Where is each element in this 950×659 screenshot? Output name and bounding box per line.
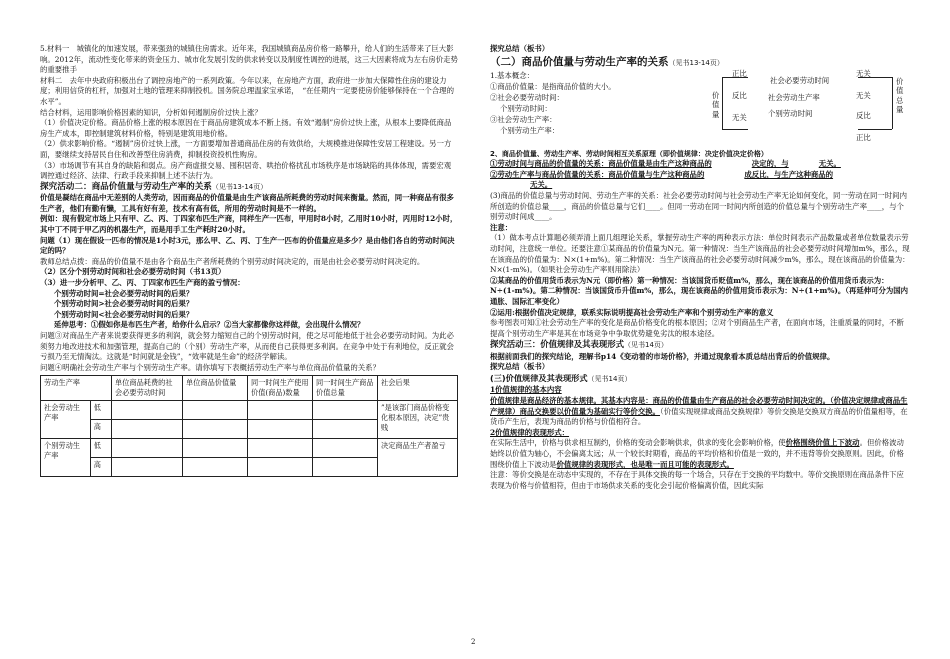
inquiry-3-body: 根据前面我们的探究结论，理解书p14《变动着的市场价格》，并通过现象看本质总结出背后的价值规律。 <box>490 351 835 361</box>
relation-2-end: 无关。 <box>530 180 553 190</box>
relation-wuguan: 无关 <box>732 112 747 122</box>
question: 结合材料，运用影响价格因素的知识，分析如何遏制房价过快上涨？ <box>40 107 262 117</box>
section-3-ref: （见书14页） <box>587 374 632 383</box>
inquiry-2-title: 探究活动二：商品价值量与劳动生产率的关系 <box>40 181 212 192</box>
question-2: （2）区分个别劳动时间和社会必要劳动时间（书13页） <box>40 267 226 277</box>
indiv-time-label: 个别劳动时间 <box>768 108 813 118</box>
note-3: ②运用:根据价值决定规律，联系实际说明提高社会劳动生产率和个别劳动生产率的意义 <box>490 307 774 317</box>
left-column <box>40 44 458 477</box>
result-cell: ”是该部门商品价格变化根本原因，决定”贵贱 <box>378 401 458 439</box>
table-row <box>41 401 458 420</box>
concept-2a: ②社会必要劳动时间： <box>490 92 564 102</box>
question-table: 问题④明确社会劳动生产率与个别劳动生产率。请你填写下表概括劳动生产率与单位商品价值量的关系？ <box>40 362 380 372</box>
table-cell[interactable] <box>248 439 313 458</box>
table-cell[interactable] <box>313 458 378 477</box>
inquiry-3-title: 探究活动三：价值规律及其表现形式 <box>490 339 624 350</box>
form-text-a: 在实际生活中，价格与供求相互制约，价格的变动会影响供求，供求的变化会影响价格，使 <box>490 438 786 448</box>
section-3-text-1 <box>490 396 910 428</box>
productivity-table <box>40 375 458 477</box>
section-3-title: (三)价值规律及其表现形式 <box>490 372 588 383</box>
note-1: （1）做本考点计算题必须弄清上面几组理论关系，掌握劳动生产率的两种表示方法：单位时间表示产品数量或者单位数量表示劳动时间，注意统一单位。还要注意①某商品的价值量为N元。第一种情况：当生产该商品的社会必要劳动时间增加m%，那么，现在该商品的价值量为：N×(1+m%)。第二种情况：当生产该商品的社会必要劳动时间减少m%，那么，现在该商品的价值量为：N×(1-m%)。（如果社会劳动生产率则用除法） <box>490 233 910 275</box>
law-content: （价值实现规律或商品交换规律）等价交换是交换双方商品的价值量相等，在货币产生后，表现为商品的价格与价值相符合。 <box>490 406 908 427</box>
section-3-item-1: 1价值规律的基本内容 <box>490 385 562 395</box>
table-cell[interactable] <box>248 420 313 439</box>
bracket-left <box>722 77 723 129</box>
relation-3-d: ，与个别劳动时间成 <box>490 201 904 222</box>
table-cell[interactable] <box>112 439 183 458</box>
inquiry-3-ref: （见书14页） <box>624 341 668 350</box>
inquiry-2-ref: （见书13-14页） <box>211 182 268 191</box>
relation-3-c: 。但同一劳动在同一时间内所创造的价值总量与个别劳动生产率 <box>660 201 867 211</box>
table-header: 同一时间生产商品价值总量 <box>313 376 378 401</box>
material-2: 材料二 去年中央政府积极出台了调控房地产的一系列政策。今年以来，在房地产方面，政府进一步加大保障性住房的建设力度；利用信贷的杠杆，加强对土地的管理来抑制投机。国务院总理温家宝承诺， “在任期内一定要使房价能够保持在一个合理的水平”。 <box>40 75 454 106</box>
table-cell[interactable] <box>183 439 248 458</box>
relation-2-text: ②劳动生产率与商品价值量的关系：商品价值量与生产这种商品的 <box>490 169 705 179</box>
bracket-line <box>722 129 748 130</box>
section-2-heading <box>490 55 910 71</box>
form-text-c: 。但价格波动始终以价值为轴心，不会偏离太远；从一个较长时期看，商品的平均价格和价值是一致的，并不违背等价交换原则。因此，价格围绕价值上下波动是 <box>490 438 904 469</box>
relation-principle: 2、商品价值量、劳动生产率、劳动时间相互关系原理（即价值规律：决定价值决定价格） <box>490 149 768 158</box>
extend-thinking: 延伸思考：①假如你是布匹生产者，给你什么启示？②当大家都像你这样做，会出现什么情况？ <box>54 320 365 330</box>
table-cell[interactable] <box>313 420 378 439</box>
answer-1: （1）价值决定价格。商品价格上涨的根本原因在于商品房建筑成本不断上扬。有效“遏制”房价过快上涨，从根本上要降低商品房生产成本，即控制建筑材料价格，特别是建筑用地价格。 <box>40 118 452 138</box>
table-cell[interactable] <box>248 458 313 477</box>
relation-1-end: 无关。 <box>818 159 841 169</box>
question-3a: 个别劳动时间=社会必要劳动时间的后果？ <box>54 288 194 298</box>
table-cell[interactable] <box>112 458 183 477</box>
answer-2: （2）供求影响价格。“遏制”房价过快上涨，一方面要增加普通商品住房的有效供给，大规模推进保障性安居工程建设。另一方面，要继续支持居民自住和改善型住房消费，抑制投资投机性购房。 <box>40 139 452 159</box>
bracket-line <box>858 129 892 130</box>
note-title: 注意： <box>490 222 513 232</box>
section-3-heading <box>490 373 910 386</box>
level-cell: 低 <box>90 401 111 420</box>
concept-3b: 个别劳动生产率： <box>500 125 560 135</box>
right-column <box>490 44 910 491</box>
concept-1: ①商品价值量：是指商品价值的大小。 <box>490 81 616 91</box>
table-cell[interactable] <box>313 401 378 420</box>
note-2: ②某商品的价值用货币表示为N元（即价格）第一种情况：当该国货币贬值m%，那么，现在该商品的价值用货币表示为：N÷(1-m%)。第二种情况：当该国货币升值m%，那么，现在该商品的价值用货币表示为：N÷(1+m%)。（再延伸可分为国内通胀、国际汇率变化） <box>490 275 909 306</box>
social-time-label: 社会必要劳动时间 <box>770 75 830 85</box>
value-total-label: 价值总量 <box>896 76 904 115</box>
relation-3-b: ，商品的价值总量与它们 <box>563 201 646 211</box>
material-5: 5.材料一 城镇化的加速发展，带来强劲的城镇住房需求。近年来，我国城镇商品房价格一路攀升，给人们的生活带来了巨大影响。2012年，流动性变化带来的资金压力、城市化发展引发的供求转变以及制度性调控的进展，这三大因素将成为左右房价走势的重要推手 <box>40 44 458 75</box>
relation-wuguan: 无关 <box>856 90 871 100</box>
row-label: 社会劳动生产率 <box>41 401 91 439</box>
form-text-d: 价值规律的表现形式，也是唯一而且可能的表现形式。 <box>556 459 734 469</box>
table-cell[interactable] <box>112 401 183 420</box>
question-1: 问题（1）现在假设一匹布的情况是1小时3元，那么甲、乙、丙、丁生产一匹布的价值量应是多少？是由他们各自的劳动时间决定的吗？ <box>40 235 455 256</box>
example: 例如：现有假定市场上只有甲、乙、丙、丁四家布匹生产商，同样生产一匹布，甲用时8小时，乙用时10小时，丙用时12小时，其中丁不同于甲乙丙的机器生产，而是用手工生产耗时20小时。 <box>40 214 458 234</box>
relation-wuguan: 无关 <box>856 68 871 78</box>
question-summary: 问题③对商品生产者来说要获得更多的利润，就会努力缩短自己的个别劳动时间，使之尽可能地低于社会必要劳动时间。为此必须努力地改进技术和加强管理，提高自己的（个别）劳动生产率，从而使自己获得更多利润。在竞争中处于有利地位，反正就会亏损乃至无情淘汰。这就是“时间就是金钱”，“效率就是生命”的经济学解读。 <box>40 330 454 362</box>
inquiry-2-heading <box>40 182 458 194</box>
result-cell: 决定商品生产者盈亏 <box>378 439 458 477</box>
table-header: 单位商品价值量 <box>183 376 248 401</box>
question-3: （3）进一步分析甲、乙、丙、丁四家布匹生产商的盈亏情况： <box>40 277 245 287</box>
form-text-b: 价格围绕价值上下波动 <box>785 438 860 448</box>
concept-2b: 个别劳动时间： <box>500 103 552 113</box>
question-3b: 个别劳动时间>社会必要劳动时间的后果？ <box>54 299 194 309</box>
table-header: 劳动生产率 <box>41 376 112 401</box>
social-prod-label: 社会劳动生产率 <box>768 92 820 102</box>
row-label: 个别劳动生产率 <box>41 439 91 477</box>
table-cell[interactable] <box>248 401 313 420</box>
section-3-item-2: 2价值规律的表现形式： <box>490 427 570 437</box>
table-cell[interactable] <box>183 401 248 420</box>
table-header: 同一时间生产使用价值(商品)数量 <box>248 376 313 401</box>
relation-3-text: (3)商品的价值总量与劳动时间、劳动生产率的关系：社会必要劳动时间与社会劳动生产率无论如何变化，同一劳动在同一时间内所创造的价值总量 <box>490 190 907 211</box>
level-cell: 低 <box>90 439 111 458</box>
table-header-row <box>41 376 458 401</box>
bracket-right <box>892 77 893 129</box>
section-3-note: 注意：等价交换是在动态中实现的，不存在于具体交换的每一个场合，只存在于交换的平均数中。等价交换原则在商品条件下应表现为价格与价值相符，但由于市场供求关系的变化会引起价格偏离价值，因此实际 <box>490 470 904 490</box>
table-header: 社会后果 <box>378 376 458 401</box>
relation-3-e: 。 <box>549 212 557 222</box>
summary-title: 探究总结（板书） <box>490 44 550 53</box>
table-cell[interactable] <box>183 420 248 439</box>
table-cell[interactable] <box>313 439 378 458</box>
note-3b: 参考图表可知①社会劳动生产率的变化是商品价格变化的根本原因；②对个别商品生产者，在面向市场，注重质量的同时，不断提高个别劳动生产率是其在市场竞争中争取优势避免劣汰的根本途径。 <box>490 318 904 338</box>
teacher-tip: 教师总结点拨：商品的价值量不是由各个商品生产者所耗费的个别劳动时间决定的，而是由社会必要劳动时间决定的。 <box>40 256 425 266</box>
level-cell: 高 <box>90 458 111 477</box>
relation-1 <box>490 159 910 170</box>
question-3c: 个别劳动时间<社会必要劳动时间的后果？ <box>54 309 194 319</box>
section-3-text-2 <box>490 438 910 470</box>
relation-1-mid: 决定的，与 <box>751 159 789 169</box>
relation-2 <box>490 170 910 191</box>
summary-2-title: 探究总结（板书） <box>490 362 550 372</box>
level-cell: 高 <box>90 420 111 439</box>
table-row <box>41 439 458 458</box>
relation-zhengbi: 正比 <box>856 132 871 142</box>
section-2-ref: （见书13-14页） <box>668 58 724 67</box>
page-number: 2 <box>471 638 476 646</box>
value-amount-label: 价值量 <box>712 90 720 119</box>
inquiry-3-heading <box>490 339 910 352</box>
concept-3a: ③社会劳动生产率： <box>490 114 557 124</box>
relationship-diagram <box>490 68 910 149</box>
basic-concepts: 1.基本概念： <box>490 70 535 80</box>
relation-3: (3)商品的价值总量与劳动时间、劳动生产率的关系：社会必要劳动时间与社会劳动生产率无论如何变化，同一劳动在同一时间内所创造的价值总量____，商品的价值总量与它们____。但同一劳动在同一时间内所创造的价值总量与个别劳动生产率____，与个别劳动时间成____。 <box>490 190 907 222</box>
relation-2-mid: 成反比，与生产这种商品的 <box>744 169 834 179</box>
section-2-title: （二）商品价值量与劳动生产率的关系 <box>490 55 669 68</box>
bold-intro: 价值是凝结在商品中无差别的人类劳动，因而商品的价值量是由生产该商品所耗费的劳动时间来衡量。然而，同一种商品有很多生产者，他们有勤有懒，工具有好有差，技术有高有低，所用的劳动时间是不一样的。 <box>40 193 454 213</box>
relation-fanbi: 反比 <box>856 110 871 120</box>
table-cell[interactable] <box>183 458 248 477</box>
table-header: 单位商品耗费的社会必要劳动时间 <box>112 376 183 401</box>
answer-3: （3）市场调节有其自身的缺陷和弱点。房产商虚报交易、囤积居奇、哄抬价格扰乱市场秩序是市场缺陷的具体体现，需要宏观调控通过经济、法律、行政手段来抑制上述不法行为。 <box>40 160 452 181</box>
table-cell[interactable] <box>112 420 183 439</box>
relation-1-text: ①劳动时间与商品的价值量的关系：商品价值量是由生产这种商品的 <box>490 159 712 169</box>
law-content-bold: 价值规律是商品经济的基本规律。其基本内容是：商品的价值量由生产商品的社会必要劳动时间决定的。（价值决定规律或商品生产规律）商品交换要以价值量为基础实行等价交换。 <box>490 396 908 416</box>
relation-fanbi: 反比 <box>732 90 747 100</box>
relation-zhengbi: 正比 <box>732 68 747 78</box>
